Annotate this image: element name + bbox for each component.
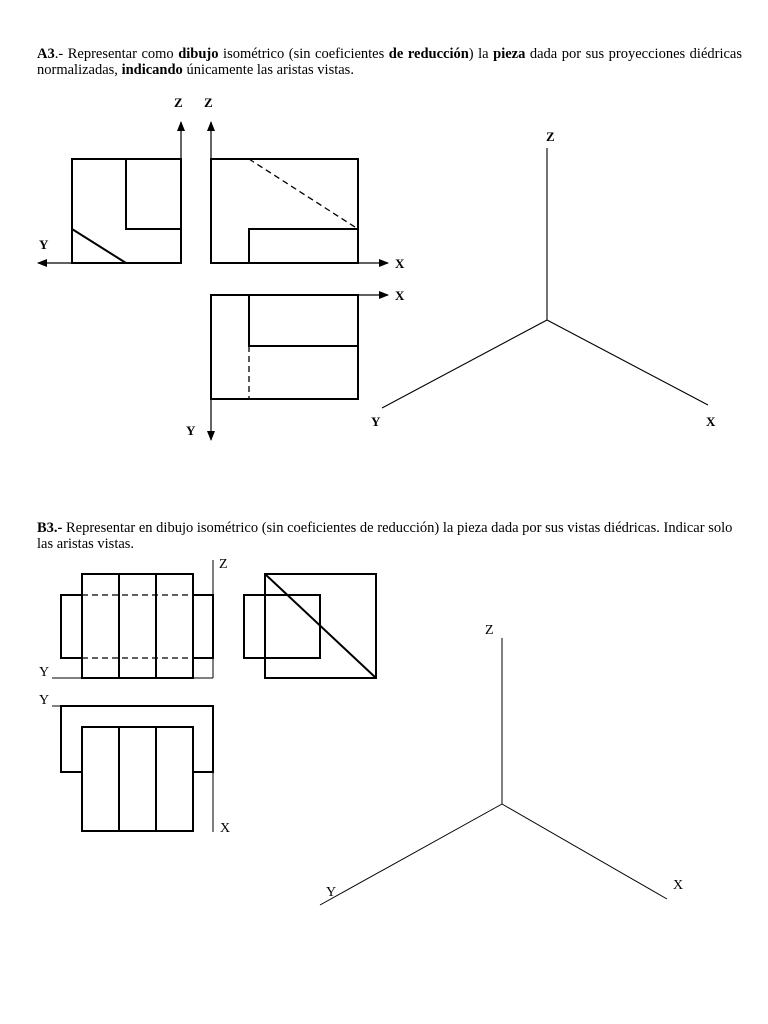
a3-iso-x-axis (547, 320, 708, 405)
a3-iso-y-axis (382, 320, 547, 408)
a3-isometric-axes (382, 148, 708, 408)
a3-label-y-plan: Y (186, 423, 196, 438)
statement-text: Representar en dibujo isométrico (sin coeficientes de reducción) la pieza dada por sus vistas diédricas. Indicar solo las aristas vistas. (37, 520, 733, 552)
a3-views (38, 122, 388, 440)
a3-elevation-view-outline (211, 159, 358, 263)
b3-iso-x-axis (502, 804, 667, 899)
statement-bold-text: indicando (121, 62, 183, 78)
b3-iso-label-z: Z (485, 623, 494, 638)
b3-side-view-diagonal (265, 574, 376, 678)
b3-front-view-body (82, 574, 193, 678)
b3-plan-view-body (82, 727, 193, 831)
statement-bold-text: de (388, 46, 404, 62)
b3-side-view-inner (244, 595, 320, 658)
b3-label-x-plan: X (220, 821, 231, 836)
a3-profile-view-step (126, 159, 181, 229)
b3-iso-label-y: Y (326, 885, 337, 900)
exercise-a3-id: A3 (37, 46, 55, 62)
a3-plan-view-step (249, 295, 358, 346)
b3-plan-view-outline (61, 706, 213, 772)
statement-text: isométrico (sin coeficientes (218, 46, 389, 62)
statement-text: dada por sus proyecciones diédricas normalizadas, (37, 46, 743, 78)
a3-iso-label-y: Y (371, 414, 381, 429)
b3-iso-label-x: X (673, 878, 684, 893)
b3-label-y-plan: Y (39, 693, 50, 708)
statement-text: únicamente las aristas vistas. (182, 62, 354, 78)
b3-front-view-flange-right (193, 595, 213, 658)
a3-label-x-right: X (395, 256, 405, 271)
a3-elevation-view-step (249, 229, 358, 263)
a3-label-z-side: Z (204, 95, 213, 110)
b3-label-z: Z (219, 557, 228, 572)
statement-bold-text: pieza (493, 46, 526, 62)
statement-text: .- Representar como (54, 46, 179, 62)
a3-label-y-left: Y (39, 237, 49, 252)
b3-views (52, 560, 376, 832)
b3-iso-y-axis (320, 804, 502, 905)
statement-bold-text: dibujo (178, 46, 219, 62)
a3-label-z-front: Z (174, 95, 183, 110)
b3-front-view-flanges (61, 595, 82, 658)
a3-label-x-plan: X (395, 288, 405, 303)
a3-iso-label-z: Z (546, 129, 555, 144)
a3-iso-label-x: X (706, 414, 716, 429)
statement-bold-text: reducción (407, 46, 469, 62)
exercise-b3-id: B3.- (37, 520, 63, 536)
a3-elevation-hidden-edge (249, 159, 358, 229)
a3-profile-view-diagonal (72, 229, 126, 263)
b3-label-y-front: Y (39, 665, 50, 680)
statement-text: ) la (468, 46, 494, 62)
